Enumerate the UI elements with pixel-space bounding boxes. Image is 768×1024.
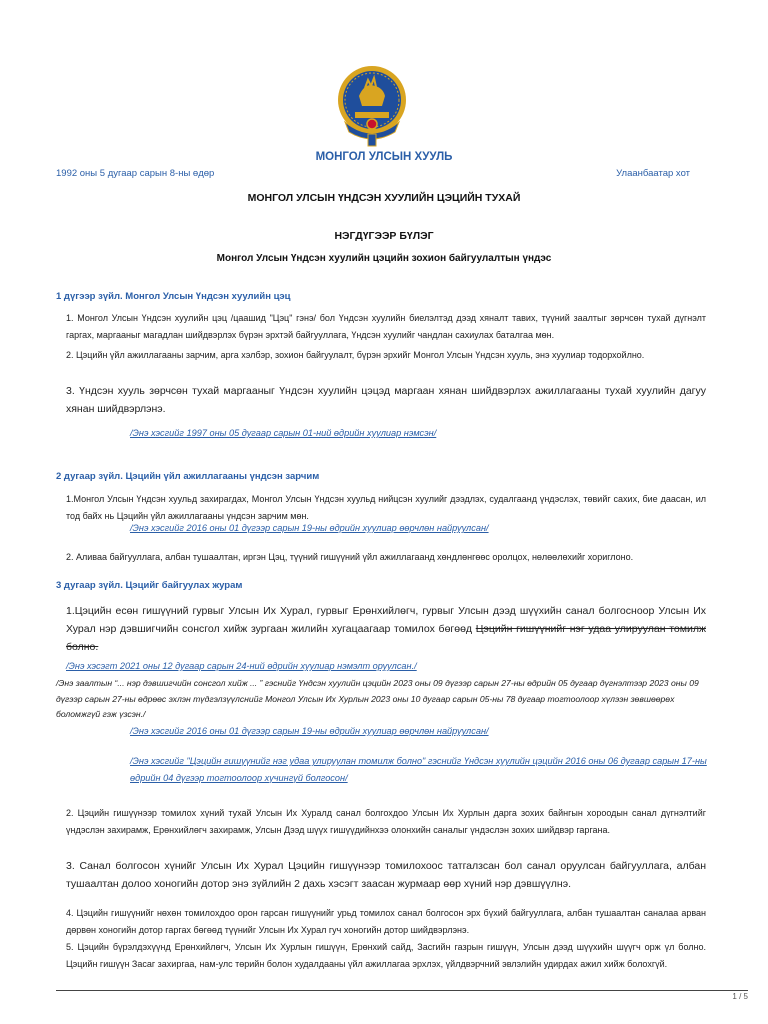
article-3-title: 3 дугаар зүйл. Цэцийг байгуулах журам: [56, 580, 243, 591]
state-emblem-icon: [335, 62, 409, 150]
invalidation-note-link[interactable]: /Энэ хэсгийг "Цэцийн гишүүнийг нэг удаа улируулан томилж болно" гэснийг Үндсэн хуулийн цэцийн 2016 оны 06 дугаар сарын 17-ны өдрийн 04 дүгээр тогтоолоор хүчингүй болгосон/: [130, 756, 707, 783]
article-3-paragraph-4: 4. Цэцийн гишүүнийг нөхөн томилохдоо орон гарсан гишүүнийг урьд томилох санал болгосон эрх бүхий байгууллага, албан тушаалтан саналаа арван дөрвөн хоногийн дотор гаргах бөгөөд түүнийг Улсын Их Хурал гуч хоногийн дотор шийдвэрлэнэ.: [66, 908, 706, 935]
footer-divider: [56, 990, 748, 991]
chapter-heading: НЭГДҮГЭЭР БҮЛЭГ: [334, 230, 434, 242]
article-2-title: 2 дугаар зүйл. Цэцийн үйл ажиллагааны үндсэн зарчим: [56, 471, 320, 482]
amendment-note-link[interactable]: /Энэ хэсгийг 2016 оны 01 дүгээр сарын 19-ны өдрийн хуулиар өөрчлөн найруулсан/: [130, 726, 489, 736]
article-2-paragraph-1: 1.Монгол Улсын Үндсэн хуульд захирагдах, Монгол Улсын Үндсэн хуульд нийцсэн хуулийг дээдлэх, судалгаанд үндэслэх, төвийг сахих, бие даасан, ил тод байх нь Цэцийн үйл ажиллагааны үндсэн зарчим мөн.: [66, 494, 706, 521]
document-title: МОНГОЛ УЛСЫН ҮНДСЭН ХУУЛИЙН ЦЭЦИЙН ТУХАЙ: [247, 192, 521, 204]
suspension-note: /Энэ заалтын “... нэр дэвшигчийн сонсгол хийж ... ” гэснийг Үндсэн хуулийн цэцийн 2023 оны 09 дүгээр сарын 27-ны өдрийн 05 дугаар дүгнэлтээр 2023 оны 09 дүгээр сарын 27-ны өдрөөс эхлэн түдгэлзүүлснийг Монгол Улсын Их Хурлын 2023 оны 10 дугаар сарын 05-ны 78 дугаар тогтоолоор хүлээн зөвшөөрөх боломжгүй гэж үзсэн./: [56, 678, 699, 719]
amendment-note-link[interactable]: /Энэ хэсгийг 1997 оны 05 дугаар сарын 01-ний өдрийн хуулиар нэмсэн/: [130, 428, 437, 438]
article-1-paragraph-1: 1. Монгол Улсын Үндсэн хуулийн цэц /цаашид "Цэц" гэнэ/ бол Үндсэн хуулийн биелэлтэд дээд хяналт тавих, түүний заалтыг зөрчсөн тухай дүгнэлт гаргах, маргааныг магадлан шийдвэрлэх бүрэн эрхтэй байгууллага, Үндсэн хуулийг чандлан сахиулах баталгаа мөн.: [66, 313, 706, 340]
article-3-paragraph-5: 5. Цэцийн бүрэлдэхүүнд Ерөнхийлөгч, Улсын Их Хурлын гишүүн, Ерөнхий сайд, Засгийн газрын гишүүн, Улсын дээд шүүхийн шүүгч орж үл болно. Цэцийн гишүүн Засаг захиргаа, нам-улс төрийн болон худалдааны үйл ажиллагаа эрхлэх, үйлдвэрчний эвлэлийн удирдах ажил хийж болохгүй.: [66, 942, 706, 969]
article-3-paragraph-3: 3. Санал болгосон хүнийг Улсын Их Хурал Цэцийн гишүүнээр томилохоос татгалзсан бол санал оруулсан байгууллага, албан тушаалтан долоо хоногийн дотор энэ зүйлийн 2 дахь хэсэгт заасан журмаар өөр хүний нэр дэвшүүлнэ.: [66, 860, 706, 890]
article-1-paragraph-3: 3. Үндсэн хууль зөрчсөн тухай маргааныг Үндсэн хуулийн цэцэд маргаан хянан шийдвэрлэх ажиллагааны тухай хуулийн дагуу хянан шийдвэрлэнэ.: [66, 385, 706, 415]
enactment-city: Улаанбаатар хот: [616, 168, 690, 179]
paragraph-text: 1.Цэцийн есөн гишүүний гурвыг Улсын Их Хурал, гурвыг Ерөнхийлөгч, гурвыг Улсын дээд шүүхийн санал болгосноор Улсын Их Хурал нэр дэвшигчийн сонсгол хийж зургаан жилийн хугацаагаар томилох бөгөөд: [66, 605, 706, 635]
repealed-text: Цэцийн гишүүнийг нэг удаа улируулан томилж болно.: [66, 623, 706, 653]
article-1-paragraph-2: 2. Цэцийн үйл ажиллагааны зарчим, арга хэлбэр, зохион байгуулалт, бүрэн эрхийг Монгол Улсын Үндсэн хууль, энэ хуулиар тодорхойлно.: [66, 350, 645, 360]
article-3-paragraph-2: 2. Цэцийн гишүүнээр томилох хүний тухай Улсын Их Хуралд санал болгохдоо Улсын Их Хурлын дарга зохих байнгын хороодын санал дүгнэлтийг үндэслэн захирамж, Ерөнхийлөгч захирамж, Улсын Дээд шүүх гишүүдийнхээ олонхийн саналыг үндэслэн зохих шийдвэр гаргана.: [66, 808, 706, 835]
article-1-title: 1 дүгээр зүйл. Монгол Улсын Үндсэн хуулийн цэц: [56, 291, 291, 302]
chapter-subtitle: Монгол Улсын Үндсэн хуулийн цэцийн зохион байгуулалтын үндэс: [216, 253, 552, 264]
amendment-note-link[interactable]: /Энэ хэсгийг 2016 оны 01 дүгээр сарын 19-ны өдрийн хуулиар өөрчлөн найруулсан/: [130, 523, 489, 533]
article-2-paragraph-2: 2. Аливаа байгууллага, албан тушаалтан, иргэн Цэц, түүний гишүүний үйл ажиллагаанд хөндлөнгөөс оролцох, нөлөөлөхийг хориглоно.: [66, 552, 634, 562]
page-number: 1 / 5: [732, 992, 748, 1001]
law-title: МОНГОЛ УЛСЫН ХУУЛЬ: [315, 151, 453, 163]
amendment-note-link[interactable]: /Энэ хэсэгт 2021 оны 12 дугаар сарын 24-ний өдрийн хуулиар нэмэлт оруулсан./: [66, 661, 417, 671]
enactment-date: 1992 оны 5 дугаар сарын 8-ны өдөр: [56, 168, 215, 179]
article-3-paragraph-1: [66, 602, 706, 656]
